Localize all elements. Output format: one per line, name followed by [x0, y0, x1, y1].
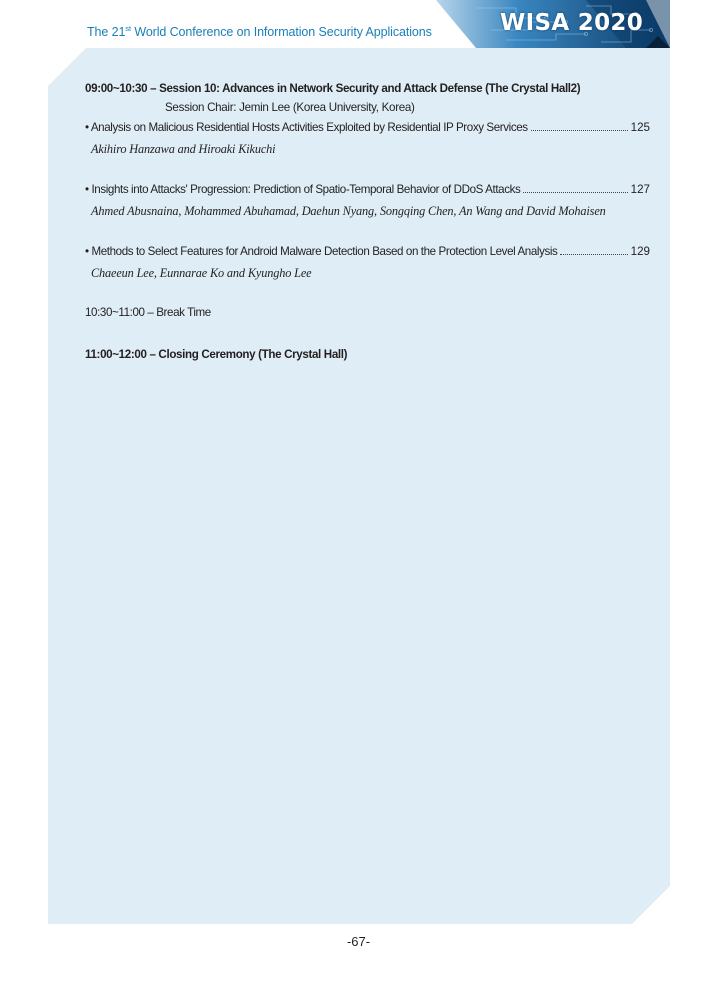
closing-ceremony: 11:00~12:00 – Closing Ceremony (The Crystal Hall)	[85, 348, 348, 361]
paper-entry	[85, 120, 650, 156]
brand-title: WISA 2020	[500, 10, 644, 36]
paper-title: • Analysis on Malicious Residential Hosts Activities Exploited by Residential IP Proxy Services	[85, 121, 528, 134]
paper-page-number: 129	[630, 245, 650, 258]
paper-authors: Akihiro Hanzawa and Hiroaki Kikuchi	[91, 142, 276, 156]
paper-page-number: 125	[630, 121, 650, 134]
paper-entry	[85, 182, 650, 218]
break-time: 10:30~11:00 – Break Time	[85, 306, 211, 319]
paper-title: • Insights into Attacks' Progression: Prediction of Spatio-Temporal Behavior of DDoS Attacks	[85, 183, 521, 196]
program-content	[85, 80, 650, 362]
dot-leader	[531, 130, 628, 131]
conference-name-suffix: World Conference on Information Security Applications	[130, 25, 432, 39]
paper-page-number: 127	[630, 183, 650, 196]
conference-ordinal-suffix: st	[125, 23, 131, 33]
page-number: -67-	[346, 934, 371, 949]
paper-authors: Chaeeun Lee, Eunnarae Ko and Kyungho Lee	[91, 266, 312, 280]
paper-authors: Ahmed Abusnaina, Mohammed Abuhamad, Daehun Nyang, Songqing Chen, An Wang and David Mohaisen	[91, 204, 606, 218]
paper-entry	[85, 244, 650, 280]
dot-leader	[560, 254, 627, 255]
conference-name-prefix: The 21	[87, 25, 126, 39]
conference-header	[87, 25, 432, 39]
session-chair: Session Chair: Jemin Lee (Korea University, Korea)	[165, 101, 415, 114]
session-title: 09:00~10:30 – Session 10: Advances in Network Security and Attack Defense (The Crystal Hall2)	[85, 82, 581, 95]
paper-title-line	[85, 244, 650, 259]
paper-title-line	[85, 120, 650, 135]
paper-title: • Methods to Select Features for Android Malware Detection Based on the Protection Level Analysis	[85, 245, 558, 258]
paper-title-line	[85, 182, 650, 197]
dot-leader	[523, 192, 627, 193]
